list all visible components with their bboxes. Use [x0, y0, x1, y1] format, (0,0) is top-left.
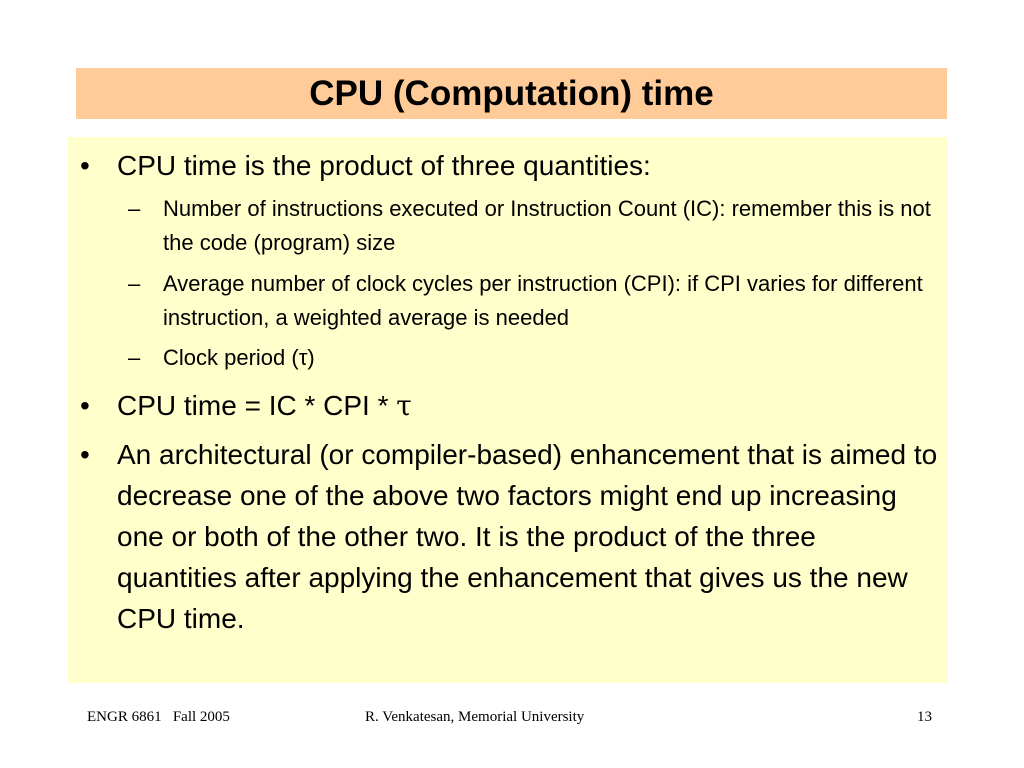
bullet-text-formula — [117, 385, 942, 426]
sub-bullet-text: Clock period (τ) — [163, 345, 315, 370]
footer-course: ENGR 6861 Fall 2005 — [87, 709, 230, 725]
slide-title: CPU (Computation) time — [309, 73, 714, 113]
sub-bullet-text: Number of instructions executed or Instruction Count (IC): remember this is not the code (program) size — [163, 196, 931, 255]
dash-marker: – — [128, 271, 141, 296]
dash-marker: – — [128, 196, 141, 221]
dash-marker: – — [128, 345, 141, 370]
bullet-text: An architectural (or compiler-based) enhancement that is aimed to decrease one of the above two factors might end up increasing one or both of the other two. It is the product of the three quantities after applying the enhancement that gives us the new CPU time. — [117, 439, 938, 634]
bullet-text: CPU time is the product of three quantities: — [117, 150, 651, 181]
bullet-marker: • — [80, 439, 90, 470]
tau-symbol: τ — [396, 389, 412, 422]
footer-author: R. Venkatesan, Memorial University — [365, 709, 585, 725]
footer-page-number: 13 — [917, 709, 932, 725]
sub-bullet-text: Average number of clock cycles per instruction (CPI): if CPI varies for different instruction, a weighted average is needed — [163, 271, 923, 330]
slide-title-bar — [76, 68, 947, 119]
bullet-marker: • — [80, 150, 90, 181]
formula-text: CPU time = IC * CPI * — [117, 390, 397, 421]
slide-content — [68, 137, 948, 683]
bullet-marker: • — [80, 390, 90, 421]
